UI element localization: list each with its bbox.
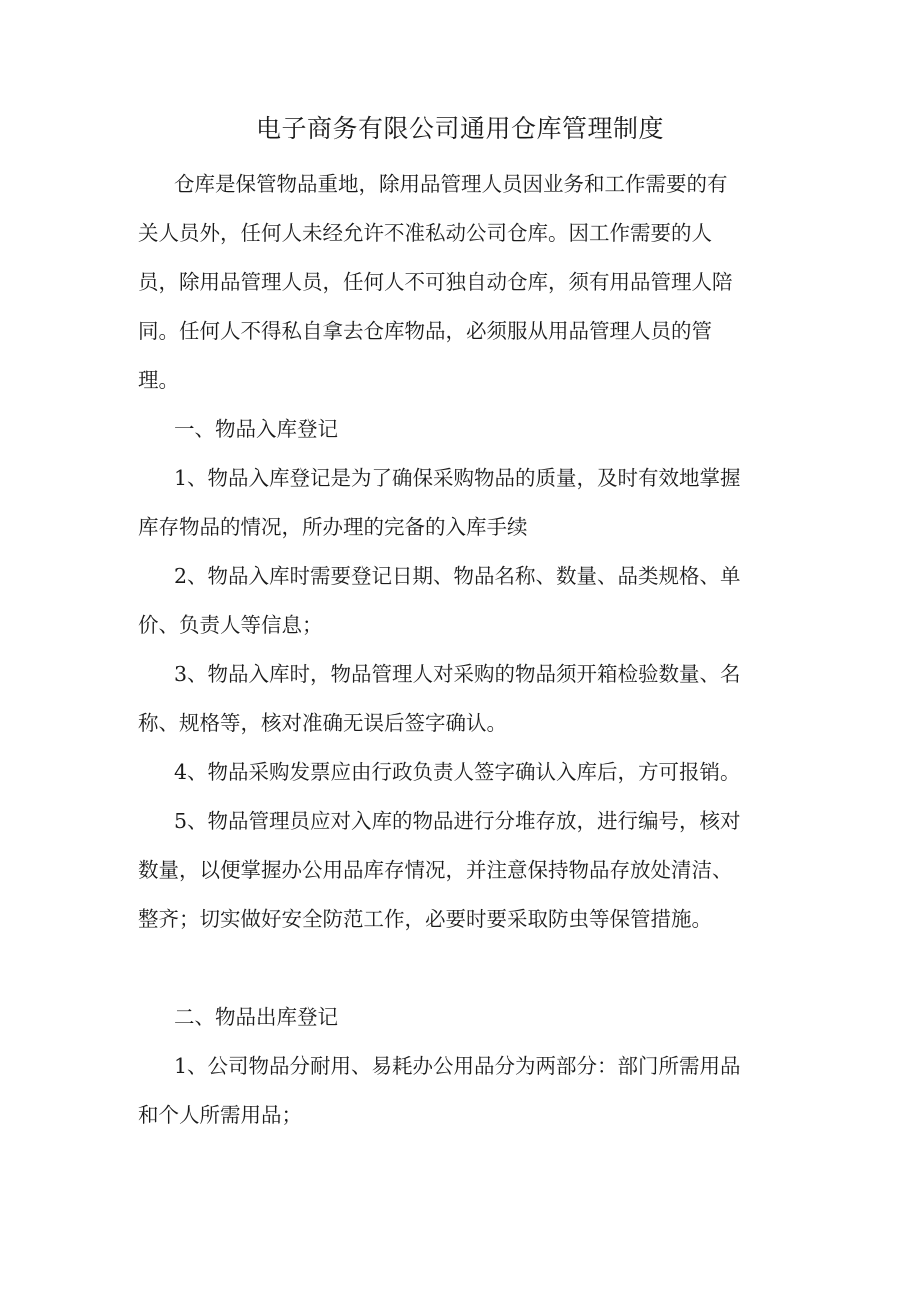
document-body xyxy=(138,160,778,1140)
text-line: 数量，以便掌握办公用品库存情况，并注意保持物品存放处清洁、 xyxy=(138,858,733,882)
text-line: 1、公司物品分耐用、易耗办公用品分为两部分：部门所需用品 xyxy=(174,1054,741,1078)
text-line: 整齐；切实做好安全防范工作，必要时要采取防虫等保管措施。 xyxy=(138,907,712,931)
section1-item-5 xyxy=(138,797,778,944)
heading-text: 二、物品出库登记 xyxy=(174,1005,338,1029)
text-line: 库存物品的情况，所办理的完备的入库手续 xyxy=(138,515,528,539)
document-title: 电子商务有限公司通用仓库管理制度 xyxy=(255,114,664,143)
text-line: 称、规格等，核对准确无误后签字确认。 xyxy=(138,711,507,735)
text-line: 价、负责人等信息； xyxy=(138,613,323,637)
paragraph-gap xyxy=(138,944,778,993)
text-line: 3、物品入库时，物品管理人对采购的物品须开箱检验数量、名 xyxy=(174,662,741,686)
text-line: 理。 xyxy=(138,368,179,392)
heading-text: 一、物品入库登记 xyxy=(174,417,338,441)
text-line: 关人员外，任何人未经允许不准私动公司仓库。因工作需要的人 xyxy=(138,221,712,245)
section-heading-1 xyxy=(138,405,778,454)
section1-item-4 xyxy=(138,748,778,797)
text-line: 同。任何人不得私自拿去仓库物品，必须服从用品管理人员的管 xyxy=(138,319,712,343)
text-line: 4、物品采购发票应由行政负责人签字确认入库后，方可报销。 xyxy=(174,760,741,784)
section1-item-1 xyxy=(138,454,778,552)
section1-item-3 xyxy=(138,650,778,748)
text-line: 1、物品入库登记是为了确保采购物品的质量，及时有效地掌握 xyxy=(174,466,741,490)
text-line: 和个人所需用品； xyxy=(138,1103,302,1127)
section2-item-1 xyxy=(138,1042,778,1140)
text-line: 仓库是保管物品重地，除用品管理人员因业务和工作需要的有 xyxy=(174,172,728,196)
section1-item-2 xyxy=(138,552,778,650)
text-line: 员，除用品管理人员，任何人不可独自动仓库，须有用品管理人陪 xyxy=(138,270,733,294)
text-line: 2、物品入库时需要登记日期、物品名称、数量、品类规格、单 xyxy=(174,564,741,588)
text-line: 5、物品管理员应对入库的物品进行分堆存放，进行编号，核对 xyxy=(174,809,741,833)
intro-paragraph xyxy=(138,160,778,405)
section-heading-2 xyxy=(138,993,778,1042)
